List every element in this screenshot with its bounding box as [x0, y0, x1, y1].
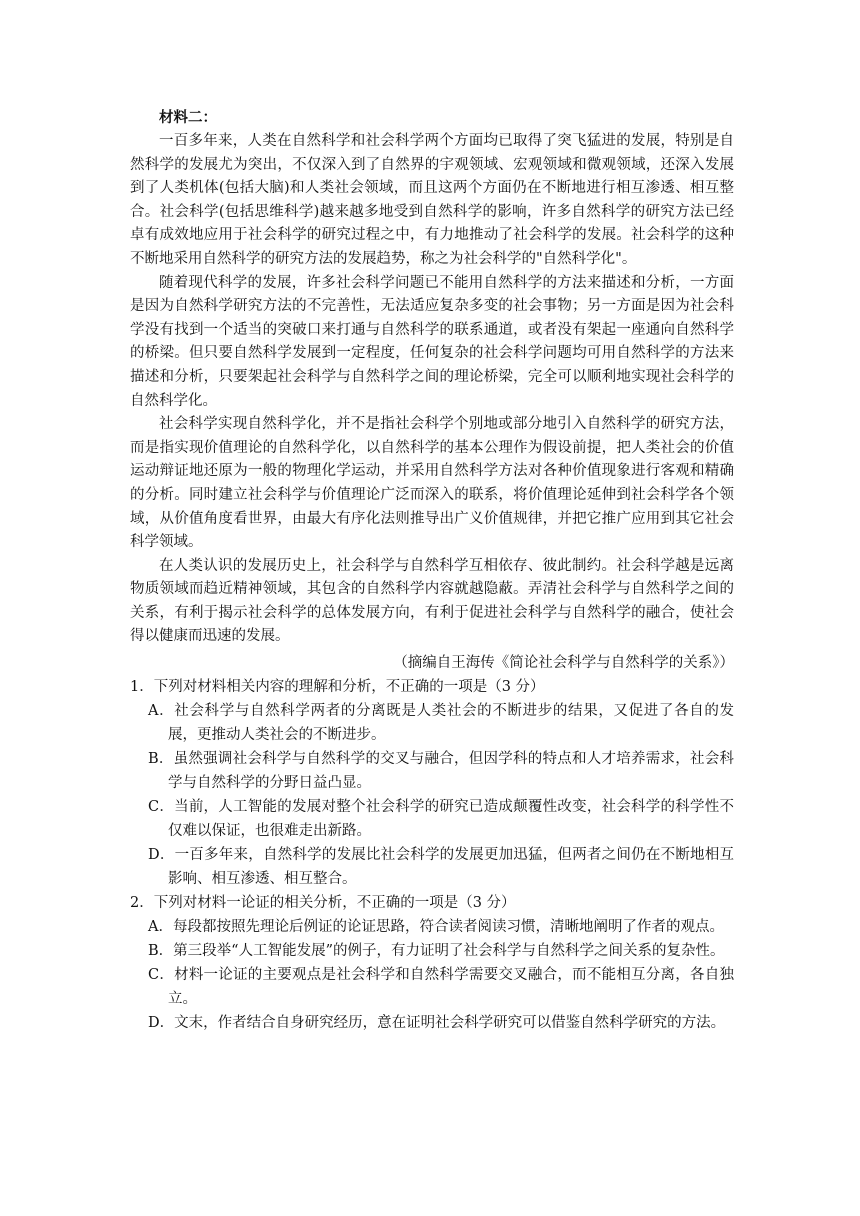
material-paragraph-2: 随着现代科学的发展，许多社会科学问题已不能用自然科学的方法来描述和分析，一方面是因为自然科学研究方法的不完善性，无法适应复杂多变的社会事物；另一方面是因为社会科学没有找到一个适当的突破口来打通与自然科学的联系通道，或者没有架起一座通向自然科学的桥梁。但只要自然科学发展到一定程度，任何复杂的社会科学问题均可用自然科学的方法来描述和分析，只要架起社会科学与自然科学之间的理论桥梁，完全可以顺利地实现社会科学的自然科学化。: [130, 274, 734, 409]
material-paragraph-3: 社会科学实现自然科学化，并不是指社会科学个别地或部分地引入自然科学的研究方法，而是指实现价值理论的自然科学化，以自然科学的基本公理作为假设前提，把人类社会的价值运动辩证地还原为一般的物理化学运动，并采用自然科学方法对各种价值现象进行客观和精确的分析。同时建立社会科学与价值理论广泛而深入的联系，将价值理论延伸到社会科学各个领域，从价值角度看世界，由最大有序化法则推导出广义价值规律，并把它推广应用到其它社会科学领域。: [130, 416, 734, 551]
question-2-stem: 2．下列对材料一论证的相关分析，不正确的一项是（3 分）: [130, 895, 516, 912]
question-2-option-c: C．材料一论证的主要观点是社会科学和自然科学需要交叉融合，而不能相互分离，各自独立。: [148, 967, 734, 1008]
material-heading: 材料二：: [159, 109, 217, 126]
question-2-option-b: B．第三段举“人工智能发展”的例子，有力证明了社会科学与自然科学之间关系的复杂性。: [148, 943, 725, 960]
question-1-option-d: D．一百多年来，自然科学的发展比社会科学的发展更加迅猛，但两者之间仍在不断地相互影响、相互渗透、相互整合。: [148, 847, 734, 888]
material-paragraph-4: 在人类认识的发展历史上，社会科学与自然科学互相依存、彼此制约。社会科学越是远离物质领域而趋近精神领域，其包含的自然科学内容就越隐蔽。弄清社会科学与自然科学之间的关系，有利于揭示社会科学的总体发展方向，有利于促进社会科学与自然科学的融合，使社会得以健康而迅速的发展。: [130, 557, 734, 645]
question-2: [130, 891, 734, 1035]
question-1: [130, 675, 734, 891]
question-2-option-a: A．每段都按照先理论后例证的论证思路，符合读者阅读习惯，清晰地阐明了作者的观点。: [148, 919, 724, 936]
question-1-stem: 1．下列对材料相关内容的理解和分析，不正确的一项是（3 分）: [130, 679, 545, 696]
question-1-option-a: A．社会科学与自然科学两者的分离既是人类社会的不断进步的结果，又促进了各自的发展，更推动人类社会的不断进步。: [148, 703, 734, 744]
question-1-option-b: B．虽然强调社会科学与自然科学的交叉与融合，但因学科的特点和人才培养需求，社会科学与自然科学的分野日益凸显。: [148, 751, 734, 792]
question-1-option-c: C．当前，人工智能的发展对整个社会科学的研究已造成颠覆性改变，社会科学的科学性不仅难以保证，也很难走出新路。: [148, 799, 734, 840]
document-body: [130, 106, 734, 1035]
material-source: （摘编自王海传《简论社会科学与自然科学的关系》）: [393, 655, 734, 672]
question-2-option-d: D．文末，作者结合自身研究经历，意在证明社会科学研究可以借鉴自然科学研究的方法。: [148, 1015, 726, 1032]
material-paragraph-1: 一百多年来，人类在自然科学和社会科学两个方面均已取得了突飞猛进的发展，特别是自然科学的发展尤为突出，不仅深入到了自然界的宇观领域、宏观领域和微观领域，还深入发展到了人类机体(包括大脑)和人类社会领域，而且这两个方面仍在不断地进行相互渗透、相互整合。社会科学(包括思维科学)越来越多地受到自然科学的影响，许多自然科学的研究方法已经卓有成效地应用于社会科学的研究过程之中，有力地推动了社会科学的发展。社会科学的这种不断地采用自然科学的研究方法的发展趋势，称之为社会科学的"自然科学化"。: [130, 133, 734, 267]
